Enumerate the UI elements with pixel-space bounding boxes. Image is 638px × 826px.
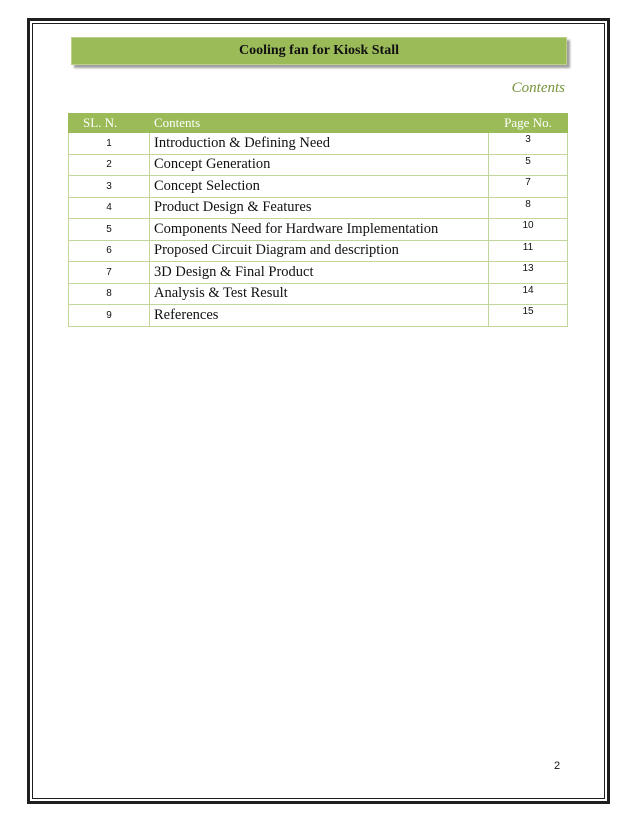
col-header-page-no: Page No. bbox=[489, 114, 568, 133]
toc-row-page: 15 bbox=[489, 305, 568, 327]
toc-row[interactable] bbox=[69, 283, 568, 305]
toc-row-title[interactable]: Product Design & Features bbox=[150, 197, 489, 219]
toc-header-row bbox=[69, 114, 568, 133]
toc-row-title[interactable]: 3D Design & Final Product bbox=[150, 262, 489, 284]
toc-row[interactable] bbox=[69, 262, 568, 284]
toc-row-number: 6 bbox=[69, 240, 150, 262]
document-title: Cooling fan for Kiosk Stall bbox=[239, 43, 399, 58]
toc-row-page: 7 bbox=[489, 176, 568, 198]
toc-row-page: 5 bbox=[489, 154, 568, 176]
toc-row-number: 7 bbox=[69, 262, 150, 284]
document-header bbox=[71, 37, 567, 65]
table-of-contents bbox=[68, 113, 568, 327]
page-number: 2 bbox=[554, 760, 561, 772]
toc-row[interactable] bbox=[69, 176, 568, 198]
toc-row-page: 3 bbox=[489, 133, 568, 155]
toc-row[interactable] bbox=[69, 133, 568, 155]
toc-row-title[interactable]: Analysis & Test Result bbox=[150, 283, 489, 305]
toc-row-page: 13 bbox=[489, 262, 568, 284]
toc-row[interactable] bbox=[69, 154, 568, 176]
toc-row-number: 8 bbox=[69, 283, 150, 305]
toc-row-page: 11 bbox=[489, 240, 568, 262]
toc-row[interactable] bbox=[69, 219, 568, 241]
toc-row-title[interactable]: Concept Generation bbox=[150, 154, 489, 176]
toc-row-title[interactable]: References bbox=[150, 305, 489, 327]
toc-row-number: 2 bbox=[69, 154, 150, 176]
toc-row-number: 3 bbox=[69, 176, 150, 198]
toc-row-page: 8 bbox=[489, 197, 568, 219]
toc-row-title[interactable]: Components Need for Hardware Implementation bbox=[150, 219, 489, 241]
toc-row-title[interactable]: Introduction & Defining Need bbox=[150, 133, 489, 155]
toc-row-title[interactable]: Concept Selection bbox=[150, 176, 489, 198]
toc-row[interactable] bbox=[69, 197, 568, 219]
toc-row-title[interactable]: Proposed Circuit Diagram and description bbox=[150, 240, 489, 262]
contents-heading: Contents bbox=[511, 80, 565, 96]
toc-row-page: 14 bbox=[489, 283, 568, 305]
toc-row[interactable] bbox=[69, 305, 568, 327]
toc-row-page: 10 bbox=[489, 219, 568, 241]
toc-row[interactable] bbox=[69, 240, 568, 262]
col-header-sl-no: SL. N. bbox=[69, 114, 150, 133]
toc-row-number: 9 bbox=[69, 305, 150, 327]
toc-row-number: 5 bbox=[69, 219, 150, 241]
toc-row-number: 4 bbox=[69, 197, 150, 219]
col-header-contents: Contents bbox=[150, 114, 489, 133]
toc-row-number: 1 bbox=[69, 133, 150, 155]
